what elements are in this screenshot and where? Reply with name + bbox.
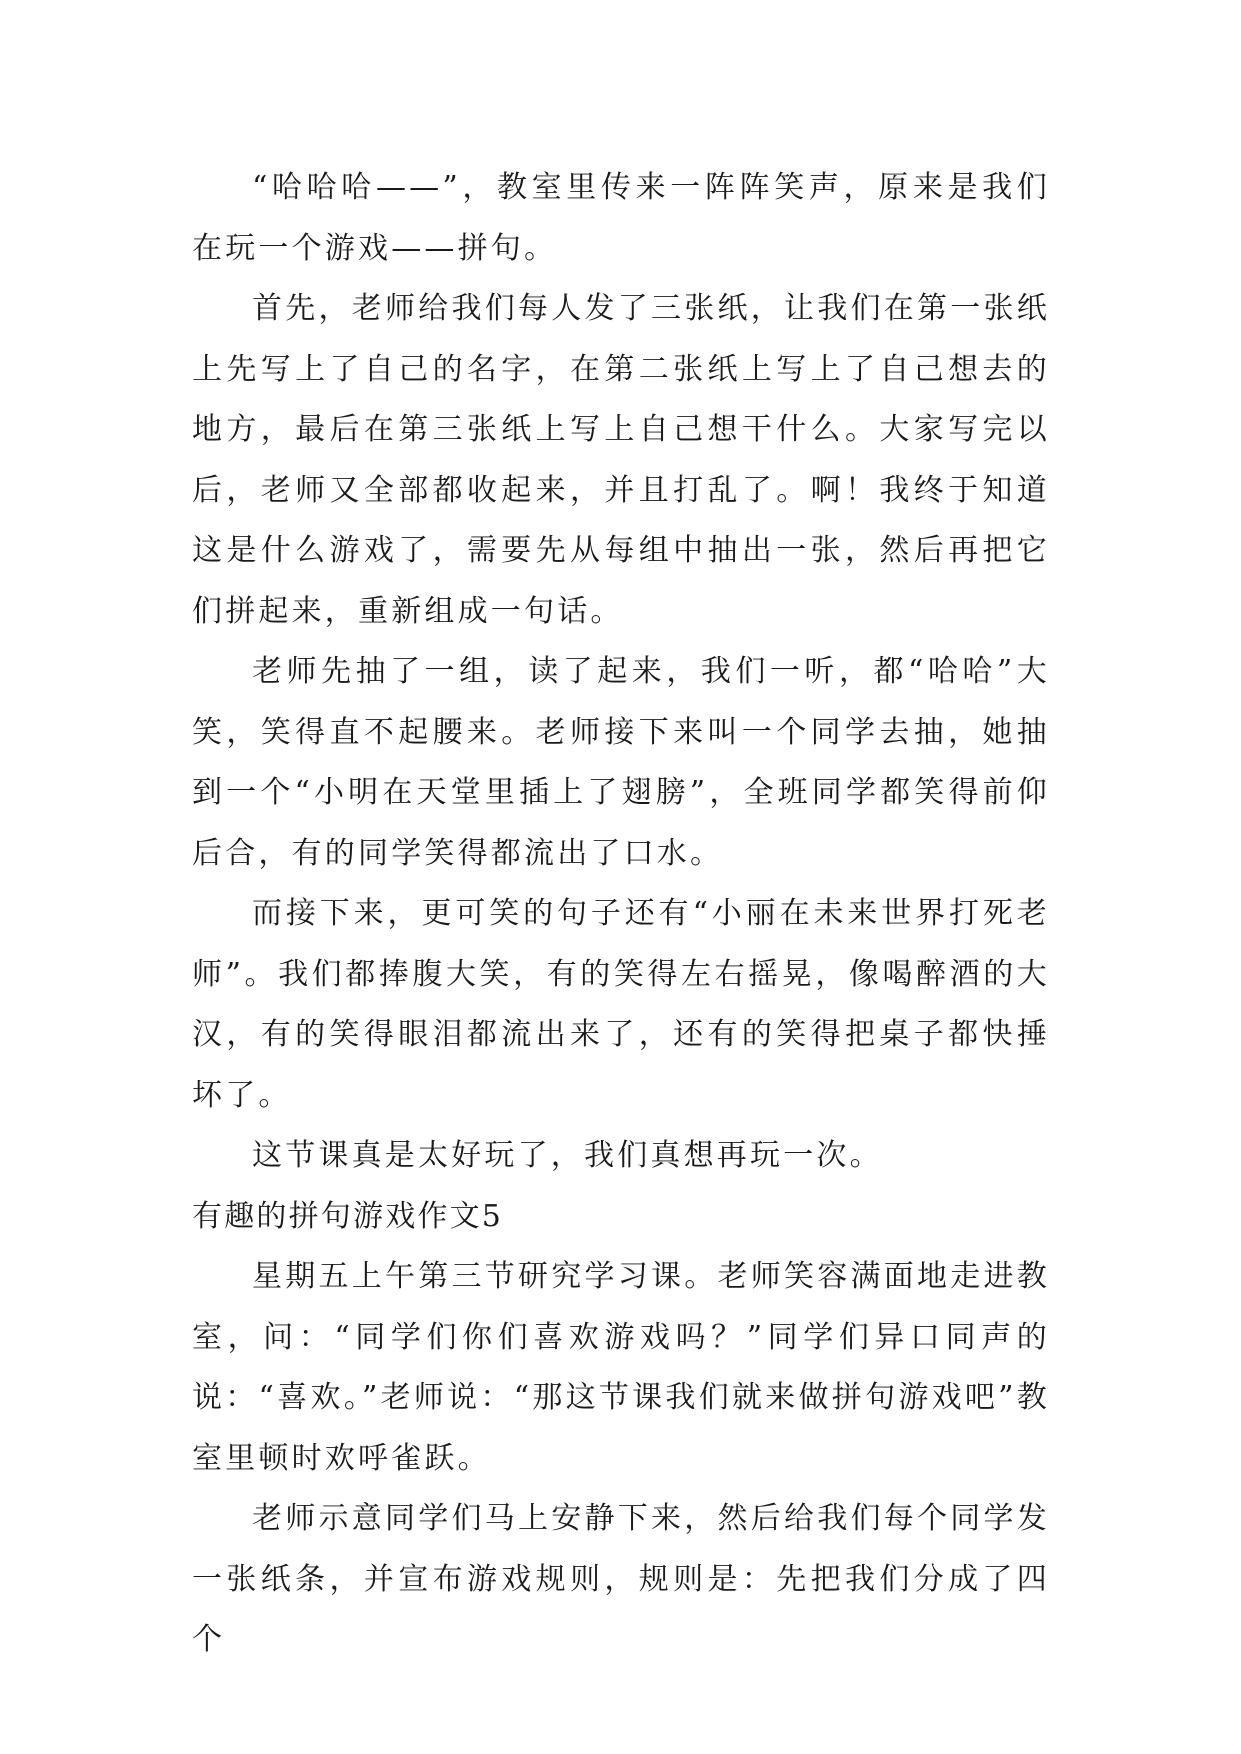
paragraph-game-rules: 老师示意同学们马上安静下来，然后给我们每个同学发一张纸条，并宣布游戏规则，规则是：先把我们分成了四个: [192, 1501, 1050, 1657]
essay-heading: 有趣的拼句游戏作文5: [192, 1198, 504, 1234]
paragraph-game-setup: 首先，老师给我们每人发了三张纸，让我们在第一张纸上先写上了自己的名字，在第二张纸上写上了自己想去的地方，最后在第三张纸上写上自己想干什么。大家写完以后，老师又全部都收起来，并且打乱了。啊！我终于知道这是什么游戏了，需要先从每组中抽出一张，然后再把它们拼起来，重新组成一句话。: [192, 291, 1050, 629]
paragraph-conclusion: 这节课真是太好玩了，我们真想再玩一次。: [252, 1138, 883, 1173]
paragraph-laughter-intro: “哈哈哈——”，教室里传来一阵阵笑声，原来是我们在玩一个游戏——拼句。: [192, 170, 1050, 266]
paragraph-first-draw: 老师先抽了一组，读了起来，我们一听，都“哈哈”大笑，笑得直不起腰来。老师接下来叫一个同学去抽，她抽到一个“小明在天堂里插上了翅膀”，全班同学都笑得前仰后合，有的同学笑得都流出了口水。: [192, 654, 1050, 871]
paragraph-friday-class: 星期五上午第三节研究学习课。老师笑容满面地走进教室，问：“同学们你们喜欢游戏吗？”同学们异口同声的说：“喜欢。”老师说：“那这节课我们就来做拼句游戏吧”教室里顿时欢呼雀跃。: [192, 1259, 1050, 1476]
paragraph-funnier-sentence: 而接下来，更可笑的句子还有“小丽在未来世界打死老师”。我们都捧腹大笑，有的笑得左右摇晃，像喝醉酒的大汉，有的笑得眼泪都流出来了，还有的笑得把桌子都快捶坏了。: [192, 896, 1050, 1113]
document-body: [192, 158, 1050, 1671]
